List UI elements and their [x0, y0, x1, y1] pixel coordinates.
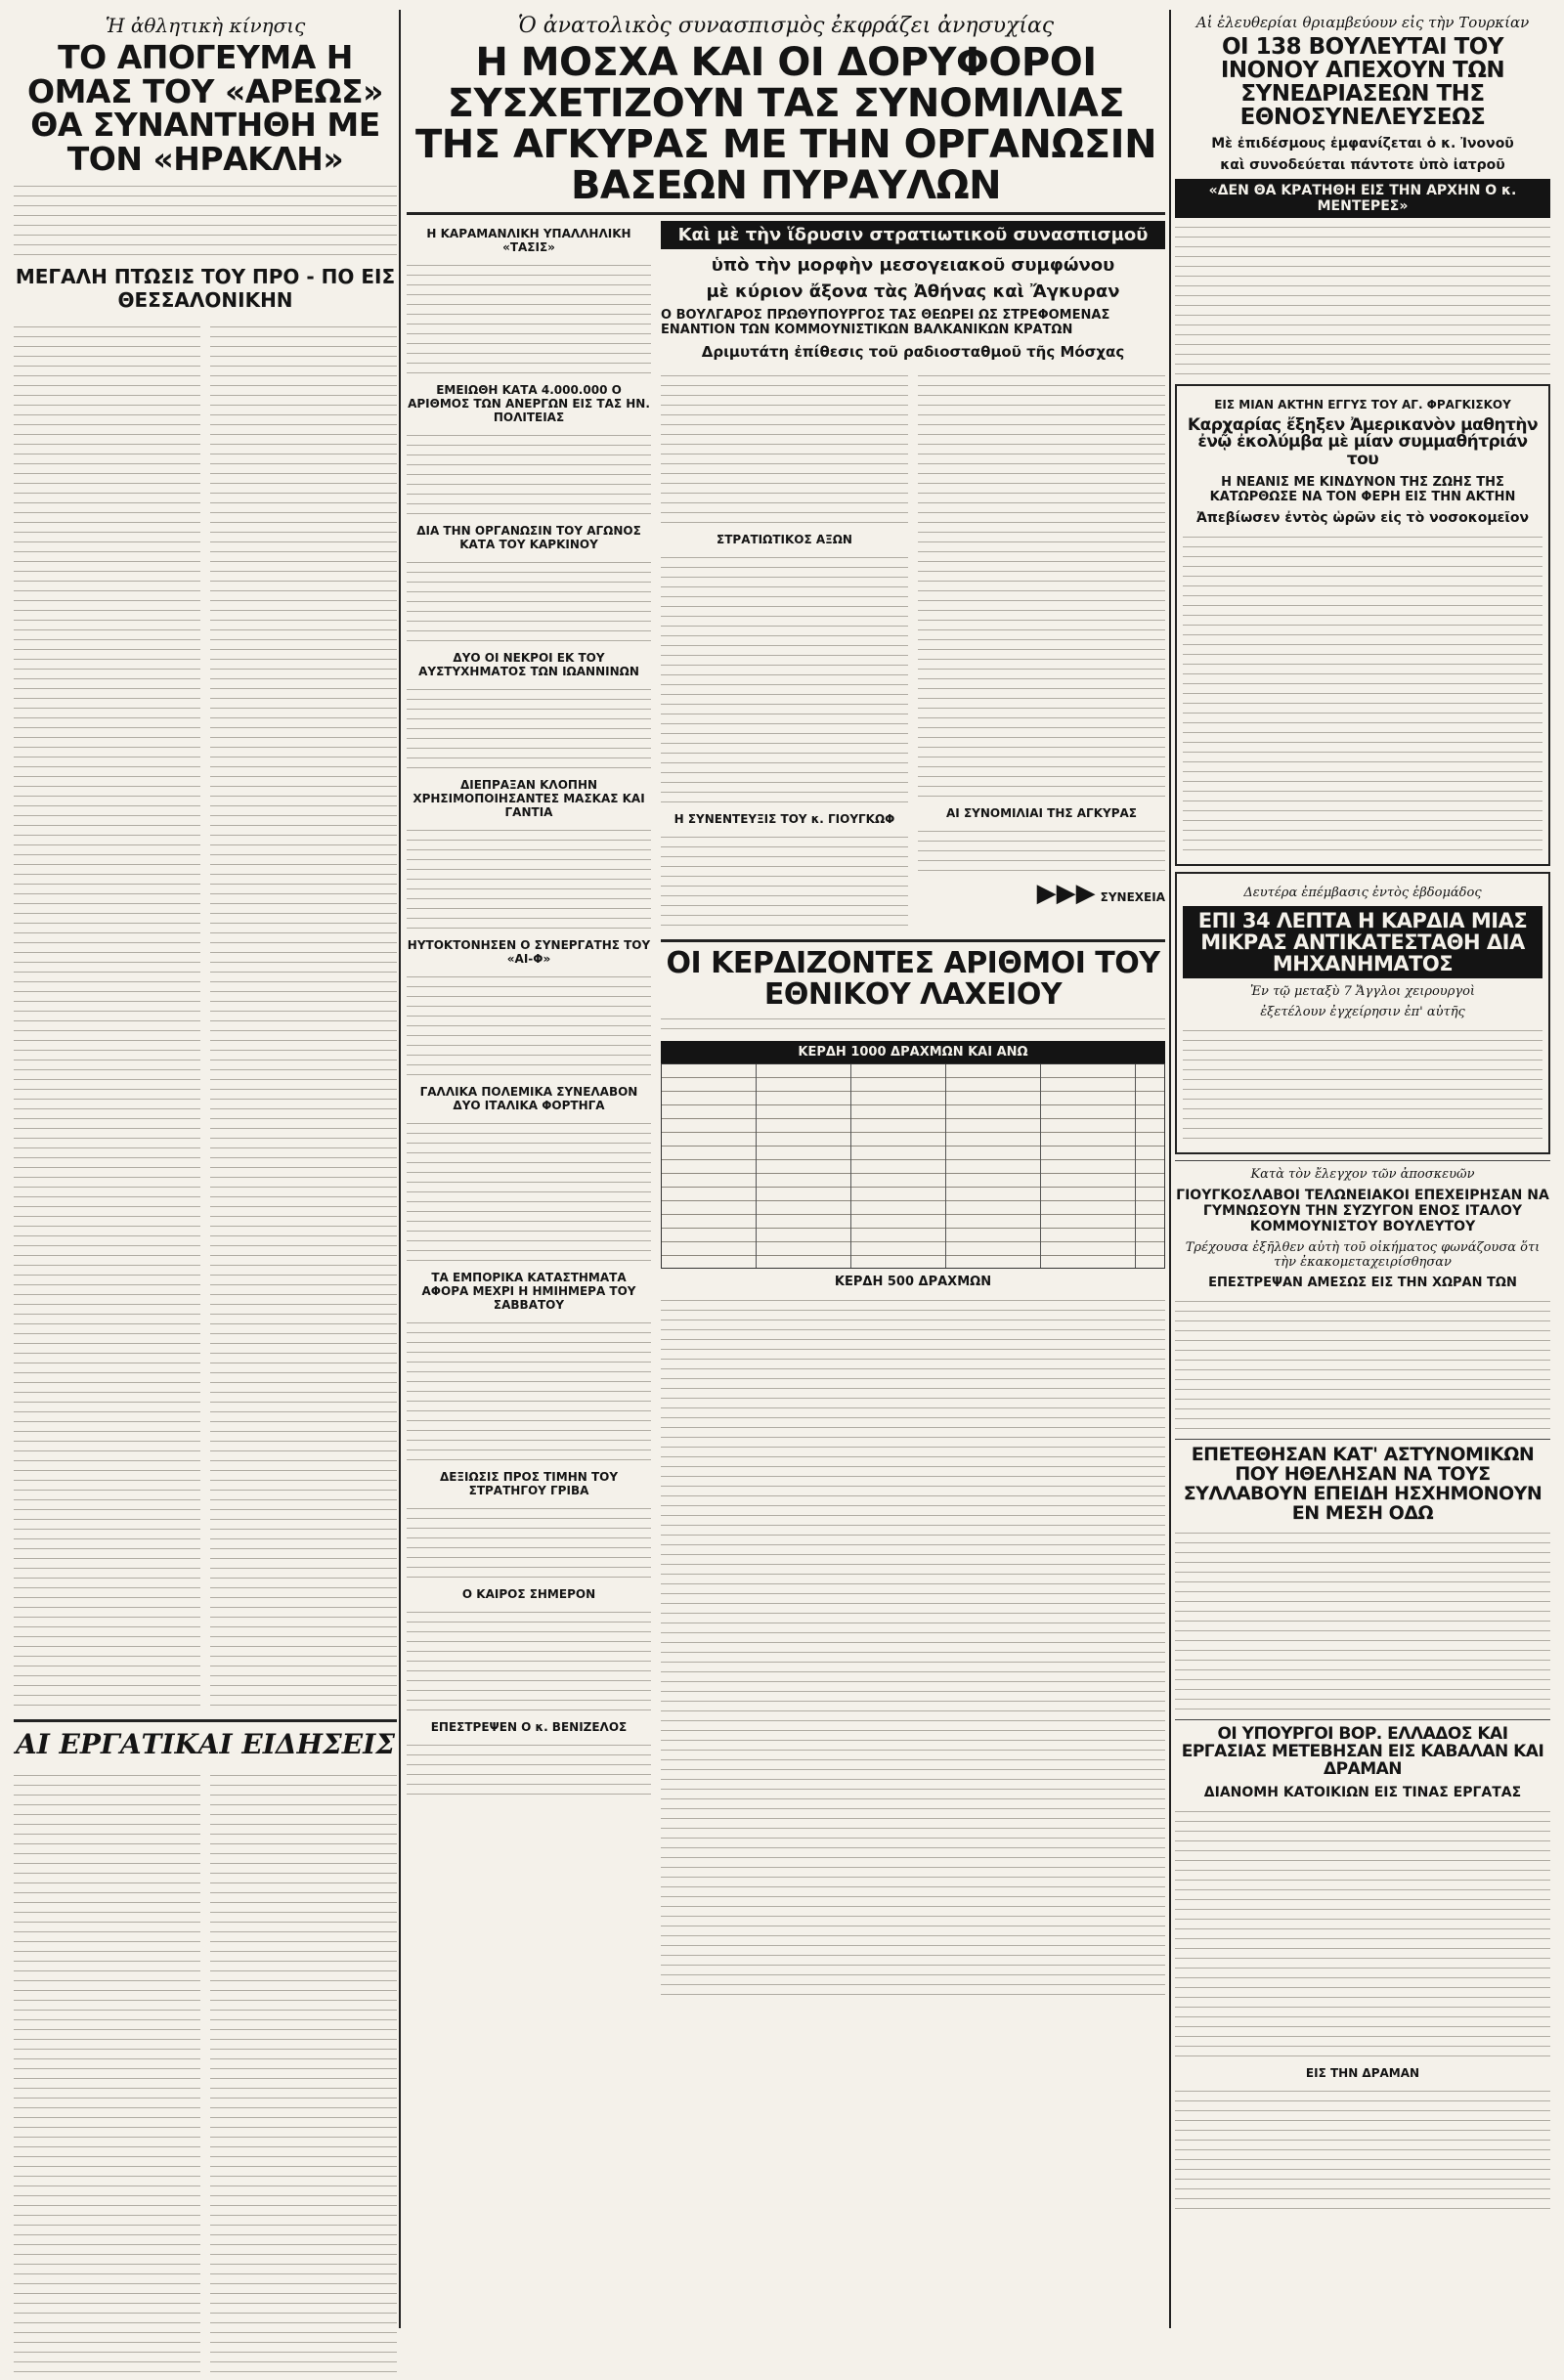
column-rule — [1169, 10, 1171, 2328]
item-heading: ΕΠΕΣΤΡΕΨΕΝ Ο κ. ΒΕΝΙΖΕΛΟΣ — [430, 1720, 628, 1734]
lottery-headline: ΟΙ ΚΕΡΔΙΖΟΝΤΕΣ ΑΡΙΘΜΟΙ ΤΟΥ ΕΘΝΙΚΟΥ ΛΑΧΕΙΟΥ — [666, 946, 1160, 1012]
lottery-table — [661, 1063, 1165, 1269]
headline: ΟΙ ΥΠΟΥΡΓΟΙ ΒΟΡ. ΕΛΛΑΔΟΣ ΚΑΙ ΕΡΓΑΣΙΑΣ ΜΕΤΕΒΗΣΑΝ ΕΙΣ ΚΑΒΑΛΑΝ ΚΑΙ ΔΡΑΜΑΝ — [1181, 1723, 1544, 1779]
kicker: ΕΙΣ ΜΙΑΝ ΑΚΤΗΝ ΕΓΓΥΣ ΤΟΥ ΑΓ. ΦΡΑΓΚΙΣΚΟΥ — [1214, 397, 1511, 411]
headline: Καρχαρίας ἔξηξεν Ἀμερικανὸν μαθητὴν ἐνῷ ἐκολύμβα μὲ μίαν συμμαθήτριάν του — [1187, 414, 1539, 470]
kicker: Ἡ ἀθλητικὴ κίνησις — [105, 14, 306, 37]
item-heading: ΣΤΡΑΤΙΩΤΙΚΟΣ ΑΞΩΝ — [717, 533, 852, 546]
kicker: Δευτέρα ἐπέμβασις ἐντὸς ἑβδομάδος — [1243, 886, 1482, 901]
headline: ΟΙ 138 ΒΟΥΛΕΥΤΑΙ ΤΟΥ ΙΝΟΝΟΥ ΑΠΕΧΟΥΝ ΤΩΝ ΣΥΝΕΔΡΙΑΣΕΩΝ ΤΗΣ ΕΘΝΟΣΥΝΕΛΕΥΣΕΩΣ — [1220, 34, 1505, 131]
lottery-subhead: ΚΕΡΔΗ 500 ΔΡΑΧΜΩΝ — [834, 1275, 992, 1289]
deck: «ΔΕΝ ΘΑ ΚΡΑΤΗΘΗ ΕΙΣ ΤΗΝ ΑΡΧΗΝ Ο κ. ΜΕΝΤΕΡΕΣ» — [1175, 179, 1550, 218]
deck: Η ΝΕΑΝΙΣ ΜΕ ΚΙΝΔΥΝΟΝ ΤΗΣ ΖΩΗΣ ΤΗΣ ΚΑΤΩΡΘΩΣΕ ΝΑ ΤΟΝ ΦΕΡΗ ΕΙΣ ΤΗΝ ΑΚΤΗΝ — [1209, 475, 1516, 505]
item-heading: ΗΥΤΟΚΤΟΝΗΣΕΝ Ο ΣΥΝΕΡΓΑΤΗΣ ΤΟΥ «ΑΙ-Φ» — [407, 938, 651, 966]
column-right — [1175, 10, 1550, 2328]
headline: ΕΠΕΤΕΘΗΣΑΝ ΚΑΤ' ΑΣΤΥΝΟΜΙΚΩΝ ΠΟΥ ΗΘΕΛΗΣΑΝ ΝΑ ΤΟΥΣ ΣΥΛΛΑΒΟΥΝ ΕΠΕΙΔΗ ΗΣΧΗΜΟΝΟΥΝ ΕΝ ΜΕΣΗ ΟΔΩ — [1183, 1444, 1542, 1525]
lead-caps: Ο ΒΟΥΛΓΑΡΟΣ ΠΡΩΘΥΠΟΥΡΓΟΣ ΤΑΣ ΘΕΩΡΕΙ ΩΣ ΣΤΡΕΦΟΜΕΝΑΣ ΕΝΑΝΤΙΟΝ ΤΩΝ ΚΟΜΜΟΥΝΙΣΤΙΚΩΝ ΒΑΛΚΑΝΙΚΩΝ ΚΡΑΤΩΝ — [661, 308, 1110, 337]
body-text — [14, 181, 397, 259]
body-text — [210, 1770, 397, 2376]
deck: ἐξετέλουν ἐγχείρησιν ἐπ' αὐτῆς — [1260, 1005, 1465, 1020]
item-heading: ΑΙ ΣΥΝΟΜΙΛΙΑΙ ΤΗΣ ΑΓΚΥΡΑΣ — [946, 806, 1137, 820]
lottery-subhead: ΚΕΡΔΗ 1000 ΔΡΑΧΜΩΝ ΚΑΙ ΑΝΩ — [661, 1041, 1165, 1063]
kicker: Αἱ ἐλευθερίαι θριαμβεύουν εἰς τὴν Τουρκίαν — [1195, 14, 1530, 31]
deck: Καὶ μὲ τὴν ἵδρυσιν στρατιωτικοῦ συνασπισμοῦ — [661, 221, 1165, 249]
deck: Ἀπεβίωσεν ἐντὸς ὡρῶν εἰς τὸ νοσοκομεῖον — [1195, 510, 1530, 527]
section-heading: ΑΙ ΕΡΓΑΤΙΚΑΙ ΕΙΔΗΣΕΙΣ — [15, 1727, 396, 1760]
column-sports — [14, 10, 397, 2328]
deck: ὑπὸ τὴν μορφὴν μεσογειακοῦ συμφώνου — [711, 255, 1115, 276]
item-heading: ΓΑΛΛΙΚΑ ΠΟΛΕΜΙΚΑ ΣΥΝΕΛΑΒΟΝ ΔΥΟ ΙΤΑΛΙΚΑ ΦΟΡΤΗΓΑ — [419, 1085, 638, 1112]
lottery-numbers — [661, 1295, 1165, 1999]
deck: Μὲ ἐπιδέσμους ἐμφανίζεται ὁ κ. Ἰνονοῦ — [1211, 135, 1514, 151]
arrow-icon: ▶▶▶ — [1036, 879, 1096, 908]
headline: ΓΙΟΥΓΚΟΣΛΑΒΟΙ ΤΕΛΩΝΕΙΑΚΟΙ ΕΠΕΧΕΙΡΗΣΑΝ ΝΑ ΓΥΜΝΩΣΟΥΝ ΤΗΝ ΣΥΖΥΓΟΝ ΕΝΟΣ ΙΤΑΛΟΥ ΚΟΜΜΟΥΝΙΣΤΟΥ ΒΟΥΛΕΥΤΟΥ — [1176, 1188, 1549, 1235]
body-text — [14, 1770, 200, 2376]
body-text — [210, 322, 397, 1709]
continued-label: ΣΥΝΕΧΕΙΑ — [1100, 890, 1165, 904]
subhead: ΜΕΓΑΛΗ ΠΤΩΣΙΣ ΤΟΥ ΠΡΟ - ΠΟ ΕΙΣ ΘΕΣΣΑΛΟΝΙΚΗΝ — [15, 264, 396, 312]
item-heading: ΤΑ ΕΜΠΟΡΙΚΑ ΚΑΤΑΣΤΗΜΑΤΑ ΑΦΟΡΑ ΜΕΧΡΙ Η ΗΜΙΗΜΕΡΑ ΤΟΥ ΣΑΒΒΑΤΟΥ — [421, 1271, 636, 1312]
item-heading: ΕΙΣ ΤΗΝ ΔΡΑΜΑΝ — [1305, 2065, 1420, 2080]
item-heading: Ο ΚΑΙΡΟΣ ΣΗΜΕΡΟΝ — [461, 1587, 596, 1601]
item-heading: ΔΥΟ ΟΙ ΝΕΚΡΟΙ ΕΚ ΤΟΥ ΑΥΣΤΥΧΗΜΑΤΟΣ ΤΩΝ ΙΩΑΝΝΙΝΩΝ — [418, 651, 639, 678]
kicker: Κατὰ τὸν ἔλεγχον τῶν ἀποσκευῶν — [1250, 1167, 1475, 1183]
headline: Η ΜΟΣΧΑ ΚΑΙ ΟΙ ΔΟΡΥΦΟΡΟΙ ΣΥΣΧΕΤΙΖΟΥΝ ΤΑΣ ΣΥΝΟΜΙΛΙΑΣ ΤΗΣ ΑΓΚΥΡΑΣ ΜΕ ΤΗΝ ΟΡΓΑΝΩΣΙΝ ΒΑΣΕΩΝ ΠΥΡΑΥΛΩΝ — [414, 40, 1157, 208]
deck: μὲ κύριον ἄξονα τὰς Ἀθήνας καὶ Ἄγκυραν — [706, 281, 1120, 302]
deck: Τρέχουσα ἐξῆλθεν αὐτὴ τοῦ οἰκήματος φωνάζουσα ὅτι τὴν ἐκακομεταχειρίσθησαν — [1185, 1240, 1541, 1271]
body-text — [14, 322, 200, 1709]
item-heading: ΔΙΕΠΡΑΞΑΝ ΚΛΟΠΗΝ ΧΡΗΣΙΜΟΠΟΙΗΣΑΝΤΕΣ ΜΑΣΚΑΣ ΚΑΙ ΓΑΝΤΙΑ — [413, 778, 645, 819]
deck: Ἐν τῷ μεταξὺ 7 Ἄγγλοι χειρουργοὶ — [1249, 984, 1476, 1000]
column-main — [407, 10, 1165, 2328]
deck: καὶ συνοδεύεται πάντοτε ὑπὸ ἰατροῦ — [1220, 156, 1505, 173]
deck: ΕΠΕΣΤΡΕΨΑΝ ΑΜΕΣΩΣ ΕΙΣ ΤΗΝ ΧΩΡΑΝ ΤΩΝ — [1208, 1276, 1517, 1291]
item-heading: ΔΙΑ ΤΗΝ ΟΡΓΑΝΩΣΙΝ ΤΟΥ ΑΓΩΝΟΣ ΚΑΤΑ ΤΟΥ ΚΑΡΚΙΝΟΥ — [416, 524, 641, 551]
column-rule — [399, 10, 401, 2328]
item-heading: Η ΚΑΡΑΜΑΝΛΙΚΗ ΥΠΑΛΛΗΛΙΚΗ «ΤΑΣΙΣ» — [426, 227, 631, 254]
sub-deck: Δριμυτάτη ἐπίθεσις τοῦ ραδιοσταθμοῦ τῆς Μόσχας — [701, 343, 1125, 361]
item-heading: Η ΣΥΝΕΝΤΕΥΞΙΣ ΤΟΥ κ. ΓΙΟΥΓΚΩΦ — [673, 812, 895, 826]
deck: ΔΙΑΝΟΜΗ ΚΑΤΟΙΚΙΩΝ ΕΙΣ ΤΙΝΑΣ ΕΡΓΑΤΑΣ — [1203, 1784, 1522, 1800]
kicker: Ὁ ἀνατολικὸς συνασπισμὸς ἐκφράζει ἀνησυχίας — [517, 14, 1055, 38]
item-heading: ΕΜΕΙΩΘΗ ΚΑΤΑ 4.000.000 Ο ΑΡΙΘΜΟΣ ΤΩΝ ΑΝΕΡΓΩΝ ΕΙΣ ΤΑΣ ΗΝ. ΠΟΛΙΤΕΙΑΣ — [408, 383, 650, 424]
headline: ΕΠΙ 34 ΛΕΠΤΑ Η ΚΑΡΔΙΑ ΜΙΑΣ ΜΙΚΡΑΣ ΑΝΤΙΚΑΤΕΣΤΑΘΗ ΔΙΑ ΜΗΧΑΝΗΜΑΤΟΣ — [1183, 906, 1542, 978]
headline: ΤΟ ΑΠΟΓΕΥΜΑ Η ΟΜΑΣ ΤΟΥ «ΑΡΕΩΣ» ΘΑ ΣΥΝΑΝΤΗΘΗ ΜΕ ΤΟΝ «ΗΡΑΚΛΗ» — [27, 38, 383, 178]
item-heading: ΔΕΞΙΩΣΙΣ ΠΡΟΣ ΤΙΜΗΝ ΤΟΥ ΣΤΡΑΤΗΓΟΥ ΓΡΙΒΑ — [439, 1470, 619, 1497]
